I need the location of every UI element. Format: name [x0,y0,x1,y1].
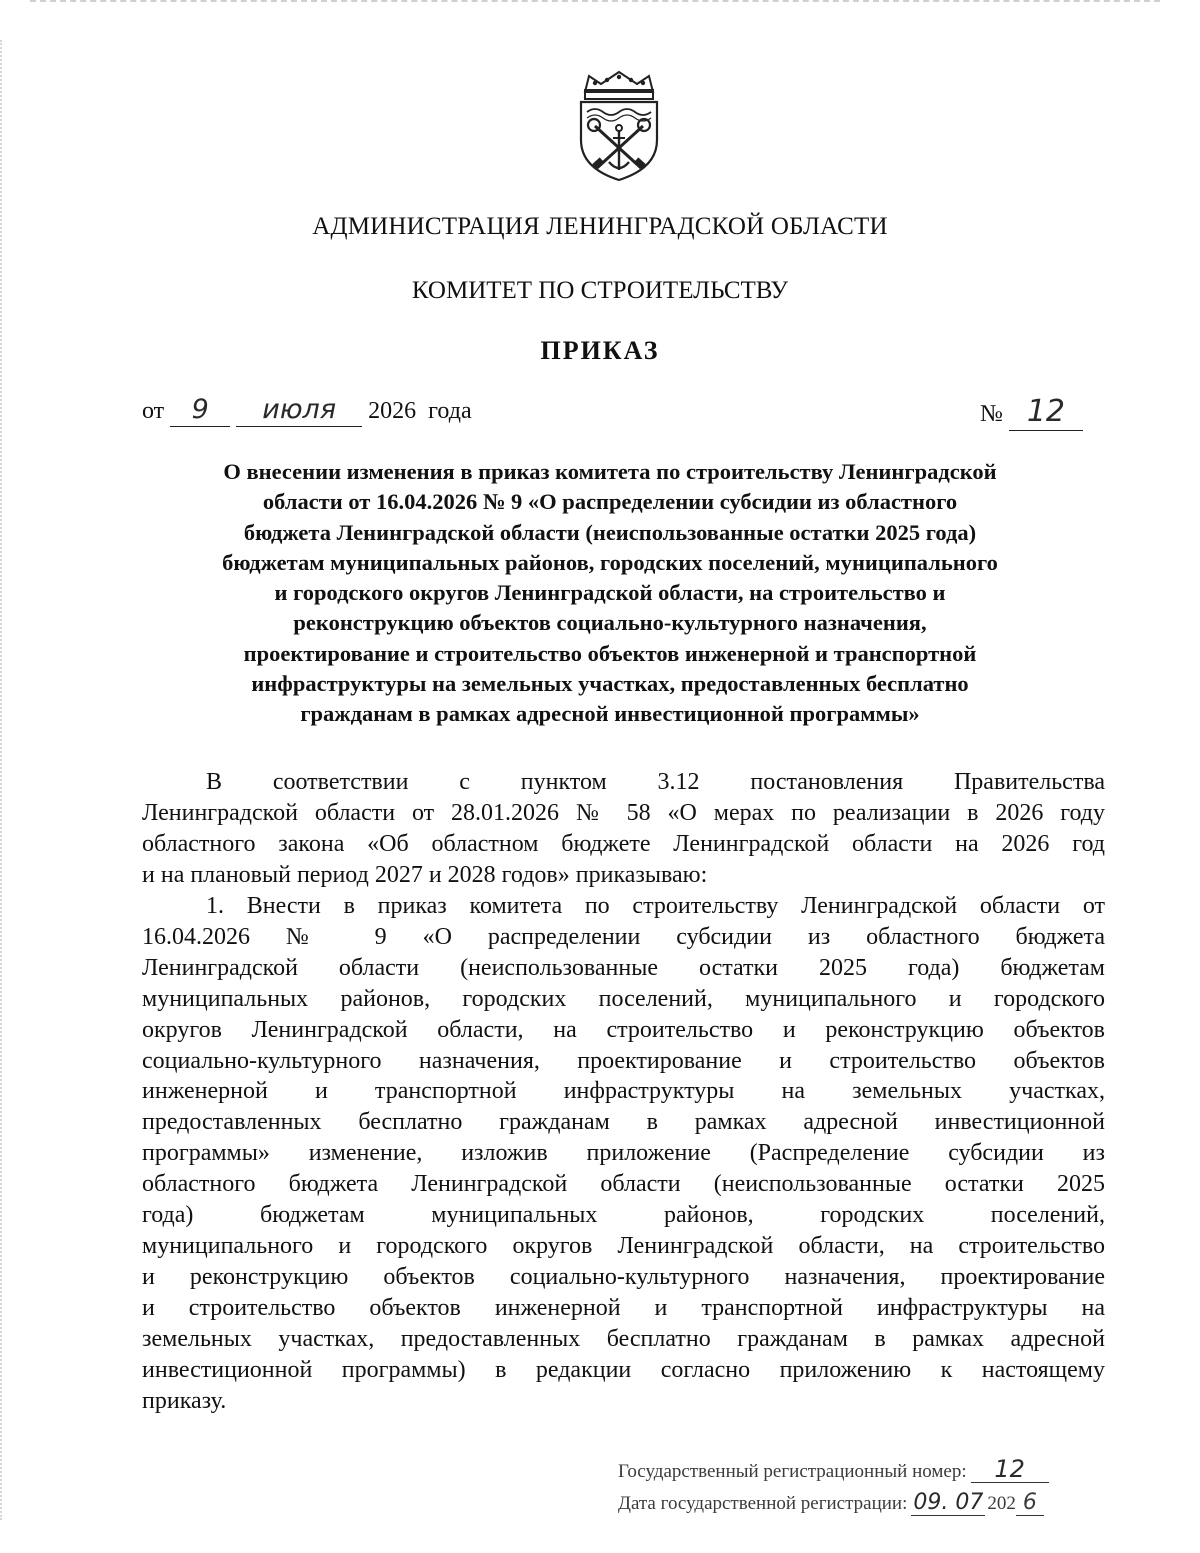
administration-name: АДМИНИСТРАЦИЯ ЛЕНИНГРАДСКОЙ ОБЛАСТИ [312,213,888,240]
item-line: приказу. [142,1387,227,1414]
date-prefix: от [142,398,165,424]
order-date-line [142,394,472,427]
order-subject [130,457,1090,730]
registration-number-row [618,1456,1049,1488]
scan-edge-left [0,40,8,1520]
subject-line: гражданам в рамках адресной инвестиционной программы» [300,701,920,727]
preamble-line: В соответствии с пунктом 3.12 постановления Правительства [206,769,1105,795]
preamble-line: Ленинградской области от 28.01.2026 № 58 «О мерах по реализации в 2026 году [142,799,1105,826]
item-line: земельных участках, предоставленных бесплатно гражданам в рамках адресной [142,1325,1105,1352]
registration-date-row [618,1488,1049,1520]
subject-line: О внесении изменения в приказ комитета по строительству Ленинградской [223,459,997,484]
item-line: округов Ленинградской области, на строительство и реконструкцию объектов [142,1016,1105,1043]
handwritten-registration-date: 09. 07 [913,1490,984,1515]
subject-line: бюджетам муниципальных районов, городских поселений, муниципального [222,549,998,575]
item-line: областного бюджета Ленинградской области (неиспользованные остатки 2025 [142,1171,1105,1198]
subject-line: бюджета Ленинградской области (неиспользованные остатки 2025 года) [243,519,977,545]
scan-edge-top [30,0,1160,8]
handwritten-registration-number: 12 [971,1456,1049,1483]
preamble-paragraph [142,767,1105,891]
registration-stamp [618,1456,1049,1520]
number-prefix: № [980,401,1003,427]
item-line: и строительство объектов инженерной и транспортной инфраструктуры на [142,1294,1105,1321]
coat-of-arms-emblem [575,70,663,182]
item-1-paragraph [142,891,1105,1416]
registration-date-label: Дата государственной регистрации: [618,1493,908,1514]
subject-line: реконструкцию объектов социально-культурного назначения, [293,610,927,636]
item-line: инженерной и транспортной инфраструктуры на земельных участках, [142,1078,1105,1105]
committee-name: КОМИТЕТ ПО СТРОИТЕЛЬСТВУ [411,277,789,304]
handwritten-day: 9 [170,394,230,427]
item-line: Ленинградской области (неиспользованные остатки 2025 года) бюджетам [142,954,1105,981]
preamble-line: и на плановый период 2027 и 2028 годов» приказываю: [142,861,708,888]
item-line: муниципальных районов, городских поселений, муниципального и городского [142,985,1105,1012]
registration-year-printed: 202 [987,1493,1016,1514]
item-line: социально-культурного назначения, проектирование и строительство объектов [142,1047,1105,1074]
document-type-title: ПРИКАЗ [540,336,660,365]
item-line: программы» изменение, изложив приложение (Распределение субсидии из [142,1140,1105,1167]
item-line: 16.04.2026 № 9 «О распределении субсидии из областного бюджета [142,923,1105,950]
handwritten-registration-year-digit: 6 [1016,1491,1044,1516]
item-line: предоставленных бесплатно гражданам в рамках адресной инвестиционной [142,1109,1105,1136]
subject-line: проектирование и строительство объектов инженерной и транспортной [243,640,977,666]
item-line: года) бюджетам муниципальных районов, городских поселений, [142,1202,1105,1229]
order-number-line [980,394,1083,431]
handwritten-month: июля [236,394,362,427]
subject-line: области от 16.04.2026 № 9 «О распределении субсидии из областного [262,489,958,515]
preamble-line: областного закона «Об областном бюджете Ленинградской области на 2026 год [142,830,1105,857]
handwritten-order-number: 12 [1009,394,1083,431]
item-line: муниципального и городского округов Ленинградской области, на строительство [142,1232,1105,1259]
date-year: 2026 года [368,398,472,424]
item-line: инвестиционной программы) в редакции согласно приложению к настоящему [142,1356,1105,1383]
item-line: 1. Внести в приказ комитета по строительству Ленинградской области от [206,893,1105,919]
subject-line: и городского округов Ленинградской области, на строительство и [274,580,946,606]
item-line: и реконструкцию объектов социально-культурного назначения, проектирование [142,1263,1105,1290]
registration-number-label: Государственный регистрационный номер: [618,1461,967,1482]
subject-line: инфраструктуры на земельных участках, предоставленных бесплатно [251,671,969,697]
